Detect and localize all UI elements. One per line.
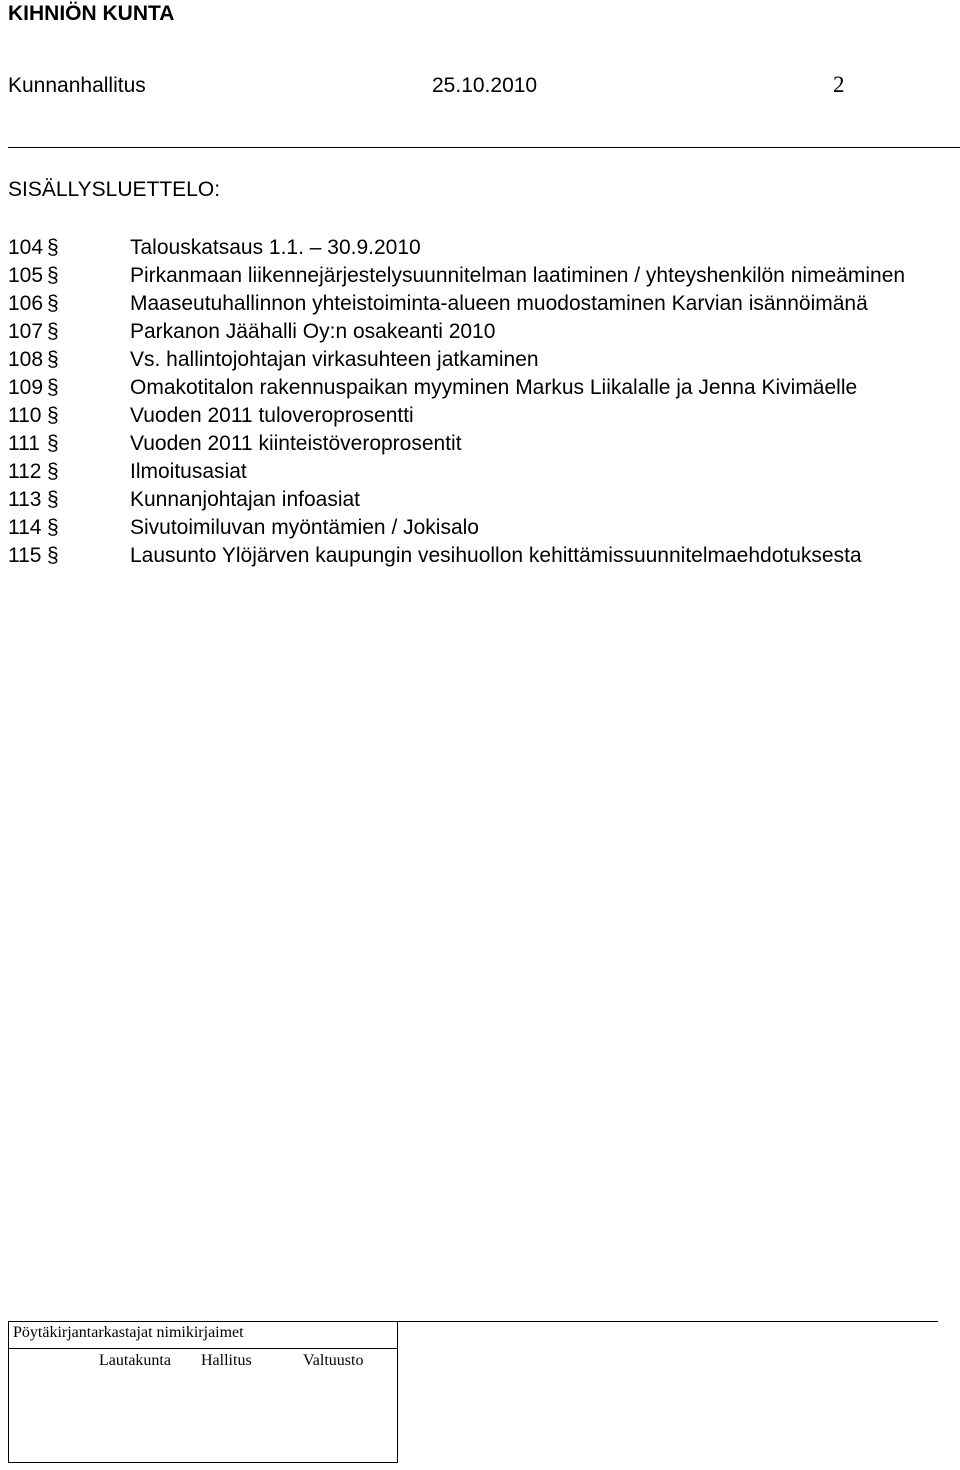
section-icon: § <box>47 544 59 567</box>
item-title: Vuoden 2011 tuloveroprosentti <box>130 404 414 427</box>
section-icon: § <box>47 488 59 511</box>
toc-item <box>8 318 953 346</box>
section-icon: § <box>47 404 59 427</box>
item-title: Talouskatsaus 1.1. – 30.9.2010 <box>130 236 421 259</box>
item-title: Pirkanmaan liikennejärjestelysuunnitelman laatiminen / yhteyshenkilön nimeäminen <box>130 264 906 287</box>
toc-item <box>8 234 953 262</box>
item-title: Vuoden 2011 kiinteistöveroprosentit <box>130 432 462 455</box>
section-icon: § <box>47 460 59 483</box>
signature-box-divider <box>9 1348 397 1349</box>
header-divider <box>8 147 960 148</box>
item-title: Lausunto Ylöjärven kaupungin vesihuollon kehittämissuunnitelmaehdotuksesta <box>130 544 862 567</box>
toc-item <box>8 290 953 318</box>
toc-item <box>8 402 953 430</box>
item-title: Parkanon Jäähalli Oy:n osakeanti 2010 <box>130 320 496 343</box>
section-icon: § <box>47 292 59 315</box>
item-number: 104 <box>8 236 44 259</box>
governing-body: Kunnanhallitus <box>8 74 146 97</box>
page-number: 2 <box>833 72 845 97</box>
section-icon: § <box>47 236 59 259</box>
toc-item <box>8 430 953 458</box>
toc-item <box>8 486 953 514</box>
meeting-date: 25.10.2010 <box>432 74 538 97</box>
toc-title: SISÄLLYSLUETTELO: <box>8 178 221 201</box>
toc-item <box>8 374 953 402</box>
item-number: 114 <box>8 516 42 539</box>
item-number: 107 <box>8 320 44 343</box>
item-title: Vs. hallintojohtajan virkasuhteen jatkaminen <box>130 348 539 371</box>
item-number: 110 <box>8 404 42 427</box>
item-number: 108 <box>8 348 44 371</box>
item-number: 109 <box>8 376 44 399</box>
section-icon: § <box>47 348 59 371</box>
section-icon: § <box>47 320 59 343</box>
item-title: Kunnanjohtajan infoasiat <box>130 488 361 511</box>
signature-box-title: Pöytäkirjantarkastajat nimikirjaimet <box>13 1324 244 1341</box>
item-title: Omakotitalon rakennuspaikan myyminen Markus Liikalalle ja Jenna Kivimäelle <box>130 376 858 399</box>
item-number: 111 <box>8 432 40 455</box>
toc-item <box>8 346 953 374</box>
item-title: Ilmoitusasiat <box>130 460 247 483</box>
section-icon: § <box>47 264 59 287</box>
section-icon: § <box>47 376 59 399</box>
item-number: 105 <box>8 264 44 287</box>
signature-label-hallitus: Hallitus <box>201 1352 252 1369</box>
section-icon: § <box>47 516 59 539</box>
item-number: 115 <box>8 544 42 567</box>
organization-name: KIHNIÖN KUNTA <box>8 2 175 25</box>
item-title: Maaseutuhallinnon yhteistoiminta-alueen muodostaminen Karvian isännöimänä <box>130 292 868 315</box>
toc-item <box>8 458 953 486</box>
toc-item <box>8 262 953 290</box>
item-number: 106 <box>8 292 44 315</box>
signature-label-valtuusto: Valtuusto <box>303 1352 364 1369</box>
item-number: 112 <box>8 460 42 483</box>
signature-label-lautakunta: Lautakunta <box>99 1352 171 1369</box>
item-title: Sivutoimiluvan myöntämien / Jokisalo <box>130 516 479 539</box>
toc-list <box>8 234 953 570</box>
section-icon: § <box>47 432 59 455</box>
toc-item <box>8 542 953 570</box>
signature-box <box>8 1321 398 1463</box>
signature-rule <box>398 1321 938 1322</box>
toc-item <box>8 514 953 542</box>
item-number: 113 <box>8 488 42 511</box>
